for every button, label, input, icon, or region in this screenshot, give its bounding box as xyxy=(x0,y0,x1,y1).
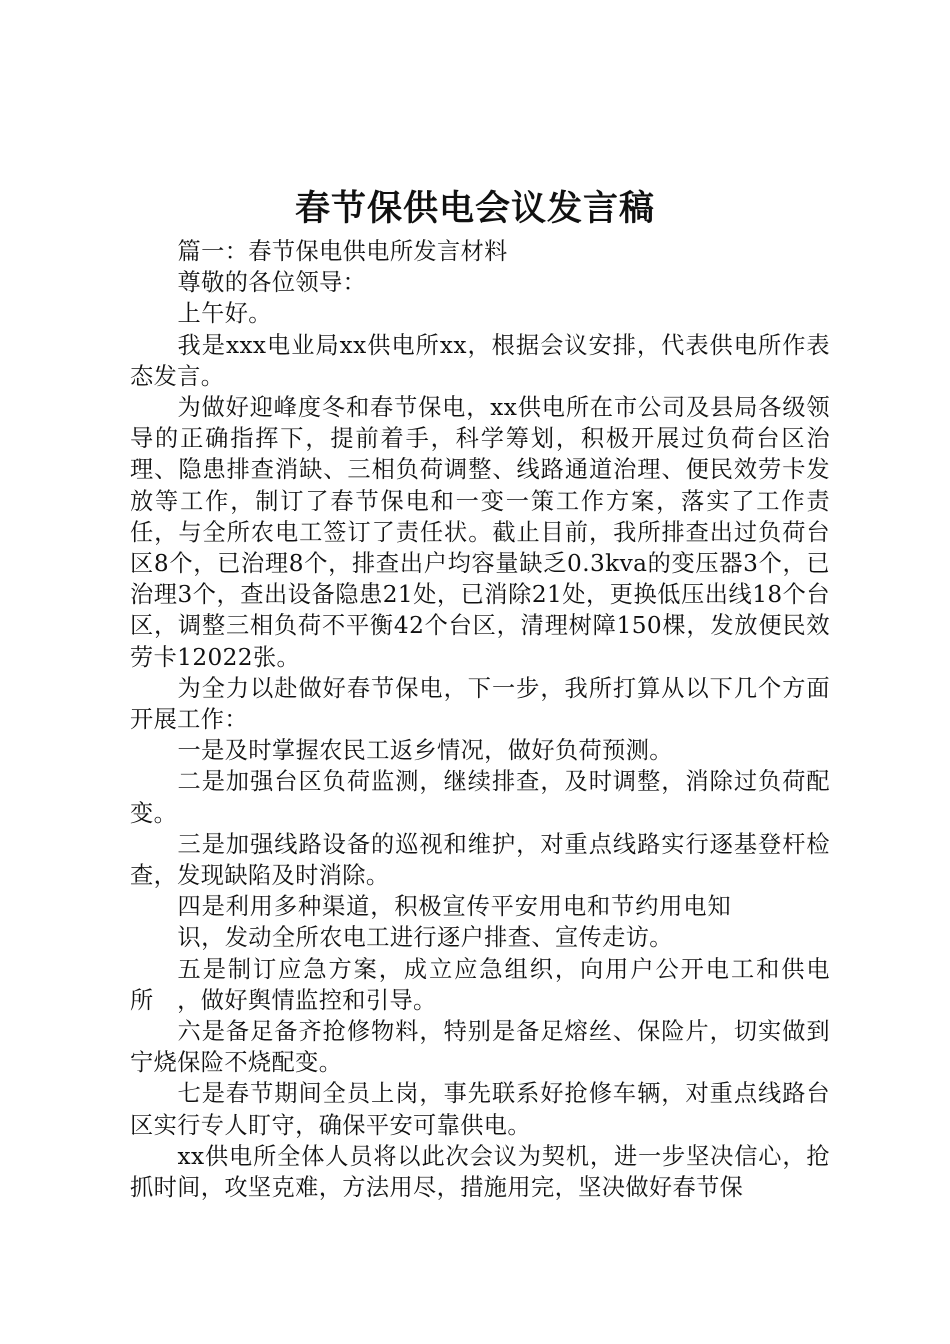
document-title: 春节保供电会议发言稿 xyxy=(294,188,655,229)
paragraph-item-6: 六是备足备齐抢修物料，特别是备足熔丝、保险片，切实做到宁烧保险不烧配变。 xyxy=(130,1018,830,1077)
paragraph-item-2: 二是加强台区负荷监测，继续排查，及时调整，消除过负荷配变。 xyxy=(130,768,830,827)
paragraph-item-4-cont: 识，发动全所农电工进行逐户排查、宣传走访。 xyxy=(177,924,673,952)
paragraph-closing: xx供电所全体人员将以此次会议为契机，进一步坚决信心，抢抓时间，攻坚克难，方法用尽，措施用完，坚决做好春节保 xyxy=(130,1142,830,1202)
document-body xyxy=(130,236,830,1203)
paragraph-intro: 我是xxx电业局xx供电所xx，根据会议安排，代表供电所作表态发言。 xyxy=(130,331,830,390)
paragraph-salutation: 尊敬的各位领导： xyxy=(177,269,367,297)
paragraph-greeting: 上午好。 xyxy=(177,300,272,328)
paragraph-progress: 为做好迎峰度冬和春节保电，xx供电所在市公司及县局各级领导的正确指挥下，提前着手，科学筹划，积极开展过负荷台区治理、隐患排查消缺、三相负荷调整、线路通道治理、便民效劳卡发放等工作，制订了春节保电和一变一策工作方案，落实了工作责任，与全所农电工签订了责任状。截止目前，我所排查出过负荷台区8个，已治理8个，排查出户均容量缺乏0.3kva的变压器3个，已治理3个，查出设备隐患21处，已消除21处，更换低压出线18个台区，调整三相负荷不平衡42个台区，清理树障150棵，发放便民效劳卡12022张。 xyxy=(130,394,830,671)
paragraph-item-7: 七是春节期间全员上岗，事先联系好抢修车辆，对重点线路台区实行专人盯守，确保平安可靠供电。 xyxy=(130,1080,830,1139)
paragraph-item-4: 四是利用多种渠道，积极宣传平安用电和节约用电知 xyxy=(177,893,732,921)
paragraph-item-3: 三是加强线路设备的巡视和维护，对重点线路实行逐基登杆检查，发现缺陷及时消除。 xyxy=(130,830,830,890)
paragraph-item-5: 五是制订应急方案，成立应急组织，向用户公开电工和供电所 ，做好舆情监控和引导。 xyxy=(130,955,830,1014)
paragraph-plan-intro: 为全力以赴做好春节保电，下一步，我所打算从以下几个方面开展工作： xyxy=(130,674,830,734)
paragraph-subtitle: 篇一：春节保电供电所发言材料 xyxy=(177,238,508,265)
paragraph-item-1: 一是及时掌握农民工返乡情况，做好负荷预测。 xyxy=(177,737,673,765)
